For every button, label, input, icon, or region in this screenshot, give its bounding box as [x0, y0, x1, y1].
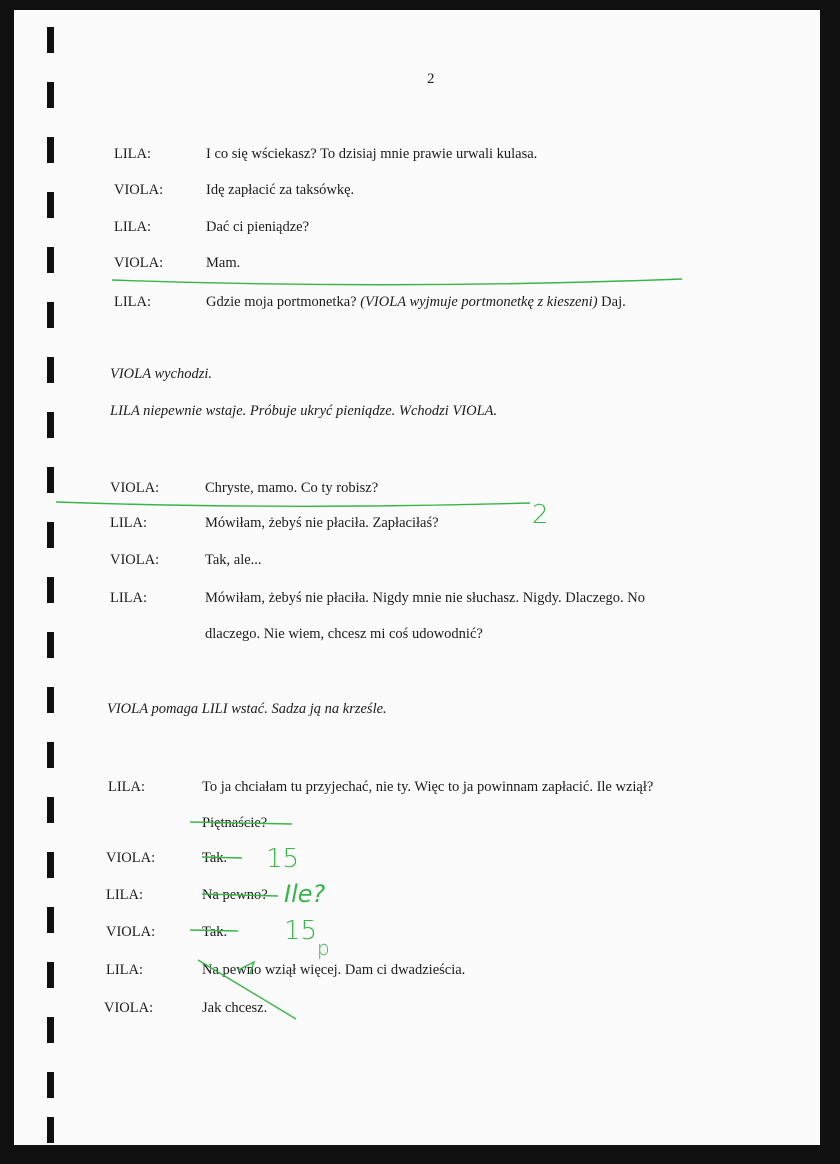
- handwritten-mark: 2: [532, 500, 549, 530]
- dialogue-text-continued: Piętnaście?: [202, 815, 268, 831]
- speaker-name: VIOLA:: [110, 480, 160, 496]
- dialogue-text: Tak.: [202, 924, 228, 940]
- dialogue-text: Mówiłam, żebyś nie płaciła. Nigdy mnie nie słuchasz. Nigdy. Dlaczego. No: [205, 590, 645, 606]
- pen-annotations: [14, 10, 820, 1145]
- dialogue-text: Mówiłam, żebyś nie płaciła. Zapłaciłaś?: [205, 515, 439, 531]
- dialogue-text: Dać ci pieniądze?: [206, 219, 310, 235]
- dialogue-text: Tak, ale...: [205, 552, 262, 568]
- dialogue-text: Tak.: [202, 850, 228, 866]
- strike-stroke: [190, 822, 292, 824]
- speaker-name: VIOLA:: [104, 1000, 154, 1016]
- speaker-name: VIOLA:: [110, 552, 160, 568]
- dialogue-text: I co się wściekasz? To dzisiaj mnie prawie urwali kulasa.: [206, 146, 538, 162]
- dialogue-text: Chryste, mamo. Co ty robisz?: [205, 480, 379, 496]
- stage-direction: VIOLA pomaga LILI wstać. Sadza ją na krześle.: [107, 701, 387, 717]
- arrow-stroke: [238, 962, 254, 974]
- speaker-name: LILA:: [114, 219, 152, 235]
- dialogue-text: Jak chcesz.: [202, 1000, 268, 1016]
- speaker-name: LILA:: [108, 779, 146, 795]
- speaker-name: LILA:: [106, 887, 144, 903]
- page-number: 2: [427, 71, 435, 87]
- dialogue-text-part: Daj.: [597, 294, 626, 310]
- handwritten-mark: p: [317, 936, 330, 960]
- dialogue-text-continued: dlaczego. Nie wiem, chcesz mi coś udowodnić?: [205, 626, 483, 642]
- handwritten-mark: 15: [266, 844, 300, 874]
- speaker-name: VIOLA:: [114, 255, 164, 271]
- speaker-name: LILA:: [114, 294, 152, 310]
- diagonal-strike: [198, 960, 296, 1019]
- underline-stroke: [112, 279, 682, 285]
- speaker-name: VIOLA:: [106, 850, 156, 866]
- divider-stroke: [56, 502, 530, 506]
- strike-stroke: [202, 857, 242, 858]
- script-page: [14, 10, 820, 1145]
- stage-direction: VIOLA wychodzi.: [110, 366, 213, 382]
- speaker-name: VIOLA:: [114, 182, 164, 198]
- strike-stroke: [190, 930, 238, 931]
- speaker-name: LILA:: [110, 515, 148, 531]
- dialogue-text-part: Gdzie moja portmonetka?: [206, 294, 361, 310]
- dialogue-text: To ja chciałam tu przyjechać, nie ty. Więc to ja powinnam zapłacić. Ile wziął?: [202, 779, 654, 795]
- handwritten-mark: Ile?: [284, 880, 326, 908]
- speaker-name: LILA:: [114, 146, 152, 162]
- stage-direction: LILA niepewnie wstaje. Próbuje ukryć pieniądze. Wchodzi VIOLA.: [110, 403, 498, 419]
- dialogue-text: Mam.: [206, 255, 241, 271]
- dialogue-text: Na pewno wziął więcej. Dam ci dwadzieścia.: [202, 962, 466, 978]
- speaker-name: LILA:: [110, 590, 148, 606]
- speaker-name: LILA:: [106, 962, 144, 978]
- dialogue-text: Na pewno?: [202, 887, 268, 903]
- inline-stage-direction: (VIOLA wyjmuje portmonetkę z kieszeni): [360, 294, 598, 310]
- speaker-name: VIOLA:: [106, 924, 156, 940]
- dialogue-text: Idę zapłacić za taksówkę.: [206, 182, 355, 198]
- handwritten-mark: 15: [284, 916, 318, 946]
- strike-stroke: [202, 894, 278, 896]
